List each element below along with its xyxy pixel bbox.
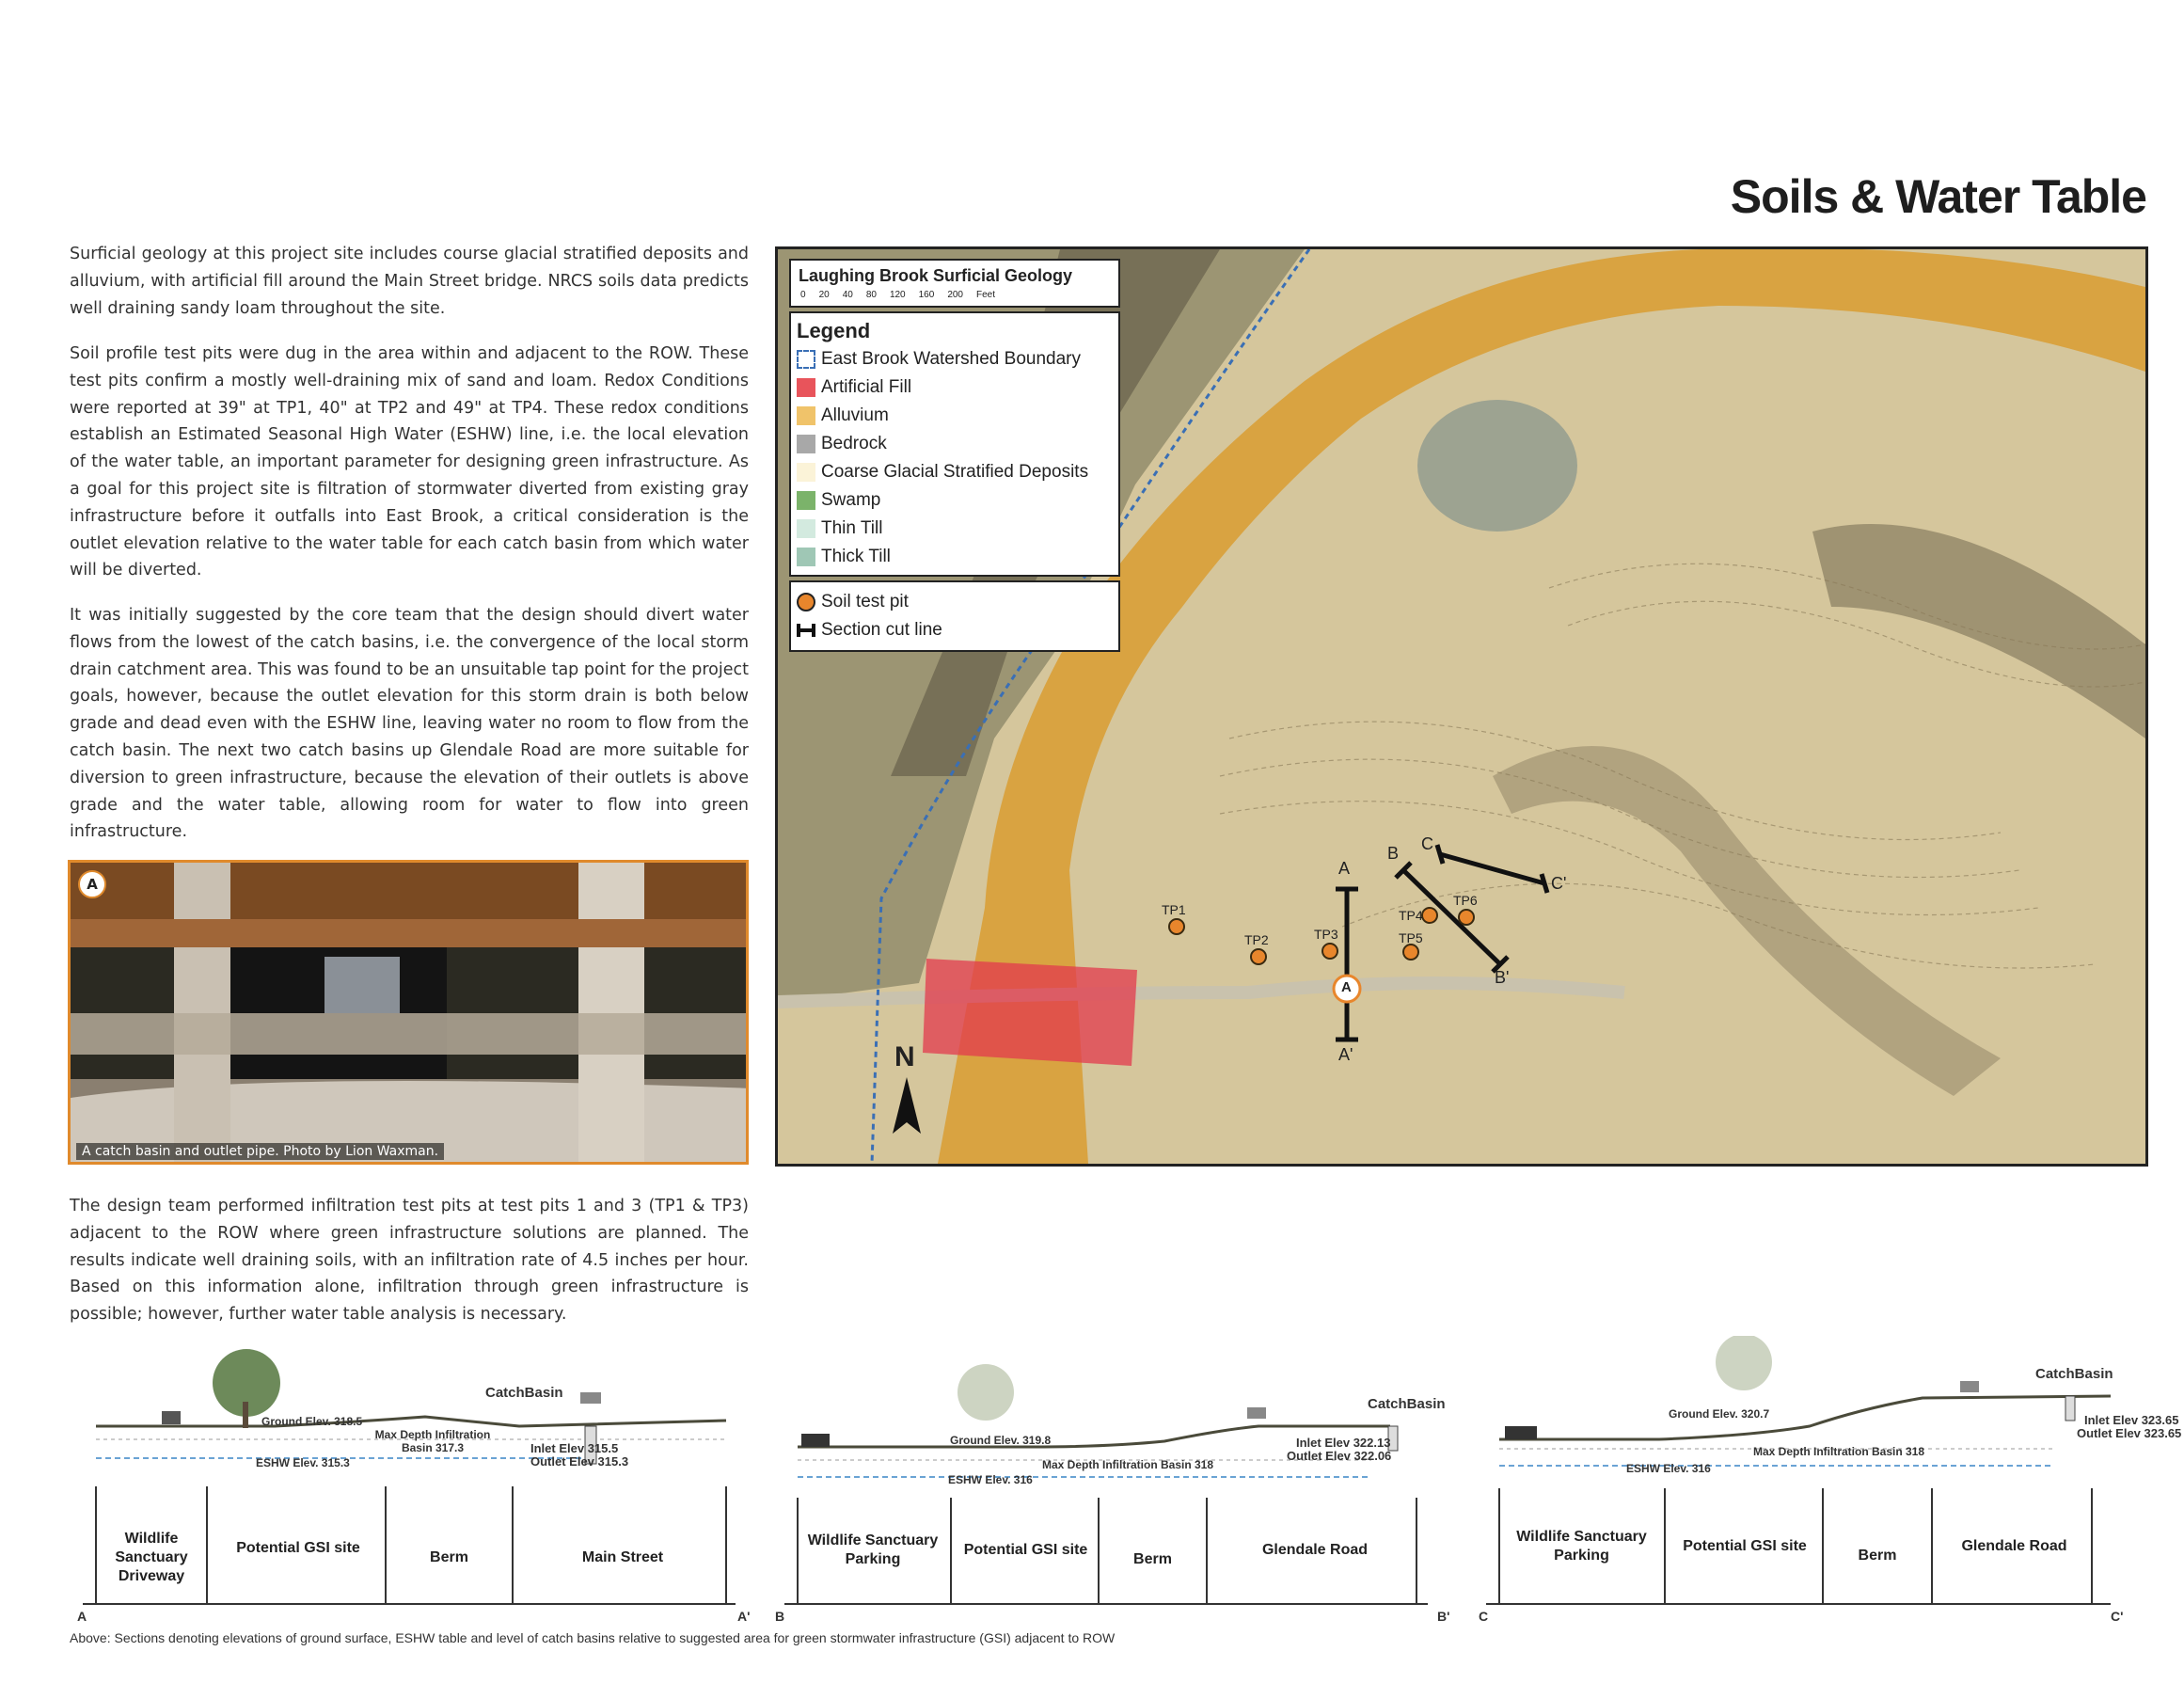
legend-item-watershed: East Brook Watershed Boundary [791, 345, 1118, 373]
section-b-label: B [1387, 844, 1400, 863]
outlet-elev-label: Outlet Elev 323.65 [2077, 1426, 2182, 1440]
catch-basin-paragraph: It was initially suggested by the core team that the design should divert water flows from the lowest of the catch basins, i.e. the convergence of the local storm drain catchment area. This was found to be an unsuitable tap point for the project goals, however, because the outlet elevation for this storm drain is both below grade and dead even with the ESHW line, leaving water no room to flow from the catch basin. The next two catch basins up Glendale Road are more suitable for diversion to green infrastructure, because the elevation of their outlets is above grade and the water table, allowing room for water to flow into green infrastructure. [70, 606, 749, 842]
zone-label: Glendale Road [1961, 1538, 2067, 1554]
photo-caption: A catch basin and outlet pipe. Photo by Lion Waxman. [76, 1143, 444, 1160]
catch-basin-label: CatchBasin [2035, 1366, 2113, 1382]
section-start-label: B [775, 1609, 785, 1624]
section-a-a [68, 1336, 764, 1624]
zone-label: Berm [1133, 1551, 1172, 1567]
zone-label: Potential GSI site [963, 1542, 1088, 1558]
zone-label: Wildlife Sanctuary Driveway [115, 1531, 188, 1584]
max-depth-label: Max Depth Infiltration Basin 318 [1042, 1458, 1214, 1471]
legend-item-swamp: Swamp [791, 486, 1118, 515]
catch-basin-label: CatchBasin [485, 1385, 563, 1401]
scale-tick: 20 [818, 290, 830, 300]
test-pit-marker [1459, 910, 1474, 925]
eshw-label: ESHW Elev. 316 [948, 1473, 1033, 1486]
test-pit-marker [1403, 945, 1418, 960]
scale-tick: 0 [800, 290, 806, 300]
ground-elev-label: Ground Elev. 319.8 [950, 1434, 1052, 1447]
sections-footnote: Above: Sections denoting elevations of ground surface, ESHW table and level of catch basins relative to suggested area for green stormwater infrastructure (GSI) adjacent to ROW [70, 1630, 1116, 1645]
section-start-label: C [1479, 1609, 1489, 1624]
scale-tick: 80 [865, 290, 877, 300]
ground-elev-label: Ground Elev. 320.7 [1669, 1407, 1770, 1421]
section-c-label: C [1421, 834, 1433, 853]
legend-item-section-cut: Section cut line [791, 616, 1118, 644]
section-end-label: B' [1437, 1609, 1450, 1624]
zone-label: Potential GSI site [1683, 1538, 1807, 1554]
section-b-prime-label: B' [1495, 968, 1510, 987]
ground-elev-label: Ground Elev. 318.5 [261, 1415, 363, 1428]
scale-tick: 160 [918, 290, 935, 300]
tp3-label: TP3 [1314, 927, 1338, 942]
section-c-c [1471, 1336, 2182, 1624]
catch-basin-photo [68, 860, 749, 1165]
photo-marker-badge: A [78, 870, 106, 898]
section-profile-b [769, 1336, 1465, 1618]
inlet-elev-label: Inlet Elev 315.5 [530, 1441, 619, 1455]
legend-item-soil-test-pit: Soil test pit [791, 588, 1118, 616]
eshw-label: ESHW Elev. 315.3 [256, 1456, 350, 1469]
grate-illustration [71, 863, 749, 1165]
geology-map [775, 246, 2148, 1167]
legend-item-artificial-fill: Artificial Fill [791, 373, 1118, 402]
section-c-prime-label: C' [1551, 874, 1567, 893]
tp6-label: TP6 [1453, 893, 1478, 908]
north-arrow-icon [893, 1077, 921, 1134]
tp2-label: TP2 [1244, 932, 1269, 947]
intro-paragraph: Surficial geology at this project site includes course glacial stratified deposits and alluvium, with artificial fill around the Main Street bridge. NRCS soils data predicts well draining sandy loam throughout the site. [70, 245, 749, 318]
legend-item-thick-till: Thick Till [791, 543, 1118, 571]
scale-tick: 120 [889, 290, 906, 300]
legend-item-alluvium: Alluvium [791, 402, 1118, 430]
scale-tick: 200 [947, 290, 963, 300]
photo-marker-label: A [1341, 979, 1352, 995]
legend-item-coarse-glacial: Coarse Glacial Stratified Deposits [791, 458, 1118, 486]
test-pit-marker [1169, 919, 1184, 934]
section-lines [778, 249, 2145, 1164]
legend-item-thin-till: Thin Till [791, 515, 1118, 543]
catch-basin-label: CatchBasin [1368, 1396, 1446, 1412]
page-title: Soils & Water Table [1730, 170, 2146, 223]
tp5-label: TP5 [1399, 930, 1423, 945]
scale-tick: 40 [842, 290, 853, 300]
section-end-label: A' [737, 1609, 751, 1624]
scale-unit: Feet [976, 290, 996, 300]
map-title: Laughing Brook Surficial Geology [799, 266, 1073, 285]
test-pit-marker [1422, 908, 1437, 923]
section-end-label: C' [2111, 1609, 2124, 1624]
section-a-label: A [1338, 859, 1351, 878]
tp4-label: TP4 [1399, 908, 1423, 923]
test-pit-marker [1322, 944, 1337, 959]
zone-label: Berm [430, 1549, 468, 1565]
zone-label: Wildlife Sanctuary Parking [1516, 1529, 1647, 1564]
max-depth-label: Max Depth Infiltration Basin 318 [1753, 1445, 1925, 1458]
zone-label: Potential GSI site [236, 1540, 360, 1556]
outlet-elev-label: Outlet Elev 315.3 [530, 1454, 629, 1469]
infiltration-paragraph: The design team performed infiltration test pits at test pits 1 and 3 (TP1 & TP3) adjacent to the ROW where green infrastructure solutions are planned. The results indicate well draining soils, with an infiltration rate of 4.5 inches per hour. Based on this information alone, infiltration through green infrastructure is possible; however, further water table analysis is necessary. [70, 1197, 749, 1325]
zone-label: Main Street [581, 1549, 664, 1565]
eshw-label: ESHW Elev. 316 [1626, 1462, 1711, 1475]
legend-heading: Legend [797, 319, 871, 342]
section-start-label: A [77, 1609, 87, 1624]
outlet-elev-label: Outlet Elev 322.06 [1287, 1449, 1392, 1463]
inlet-elev-label: Inlet Elev 322.13 [1296, 1436, 1391, 1450]
zone-label: Wildlife Sanctuary Parking [807, 1532, 939, 1567]
section-b-b [769, 1336, 1465, 1624]
test-pit-marker [1251, 949, 1266, 964]
inlet-elev-label: Inlet Elev 323.65 [2084, 1413, 2179, 1427]
test-pits-paragraph: Soil profile test pits were dug in the area within and adjacent to the ROW. These test pits confirm a mostly well-draining mix of sand and loam. Redox Conditions were reported at 39" at TP1, 40" at TP2 and 49" at TP4. These redox conditions establish an Estimated Seasonal High Water (ESHW) line, i.e. the local elevation of the water table, an important parameter for designing green infrastructure. As a goal for this project site is filtration of stormwater diverted from existing gray infrastructure before it outfalls into East Brook, a critical consideration is the outlet elevation relative to the water table for each catch basin from which water will be diverted. [70, 344, 749, 580]
zone-label: Glendale Road [1261, 1542, 1369, 1558]
tp1-label: TP1 [1162, 902, 1186, 917]
section-a-prime-label: A' [1338, 1045, 1353, 1064]
legend-item-bedrock: Bedrock [791, 430, 1118, 458]
zone-label: Berm [1858, 1548, 1897, 1564]
section-line-c [1440, 854, 1544, 883]
north-label: N [894, 1041, 915, 1072]
max-depth-label: Max Depth Infiltration Basin 317.3 [374, 1428, 491, 1454]
